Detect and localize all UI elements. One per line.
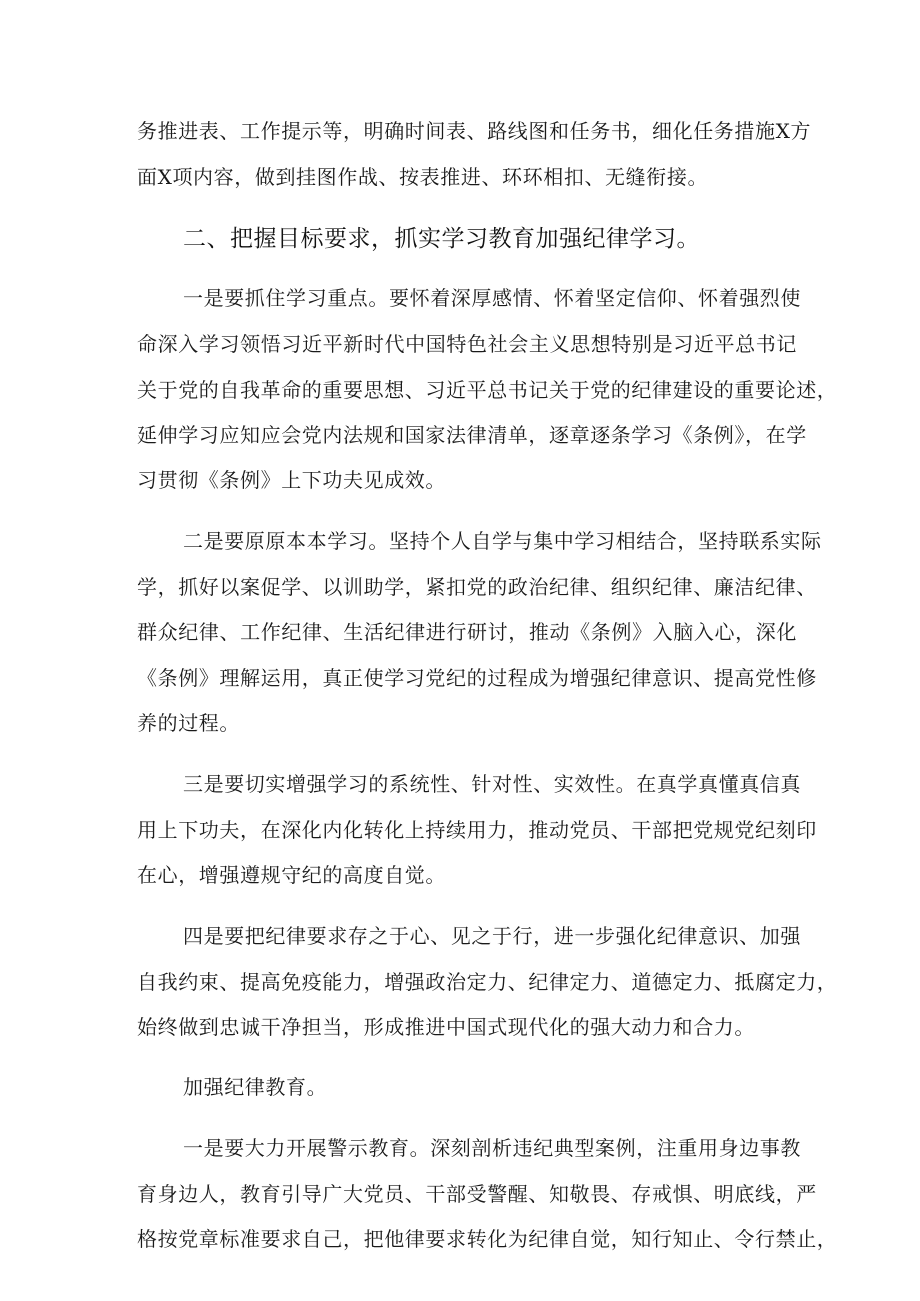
body-text-line: 习贯彻《条例》上下功夫见成效。 — [137, 468, 446, 492]
body-text-line: 关于党的自我革命的重要思想、习近平总书记关于党的纪律建设的重要论述， — [137, 378, 838, 402]
body-text-line: 《条例》理解运用，真正使学习党纪的过程成为增强纪律意识、提高党性修 — [137, 666, 817, 690]
paragraph-first-line: 一是要大力开展警示教育。深刻剖析违纪典型案例，注重用身边事教 — [183, 1136, 801, 1160]
body-text-line: 延伸学习应知应会党内法规和国家法律清单，逐章逐条学习《条例》，在学 — [137, 423, 807, 447]
body-text-line: 务推进表、工作提示等，明确时间表、路线图和任务书，细化任务措施X方 — [137, 119, 812, 143]
paragraph-first-line: 四是要把纪律要求存之于心、见之于行，进一步强化纪律意识、加强 — [183, 924, 801, 948]
body-text-line: 在心，增强遵规守纪的高度自觉。 — [137, 863, 446, 887]
paragraph-first-line: 一是要抓住学习重点。要怀着深厚感情、怀着坚定信仰、怀着强烈使 — [183, 286, 801, 310]
body-text-line: 学，抓好以案促学、以训助学，紧扣党的政治纪律、组织纪律、廉洁纪律、 — [137, 575, 817, 599]
section-heading: 二、把握目标要求，抓实学习教育加强纪律学习。 — [183, 226, 700, 252]
body-text-line: 育身边人，教育引导广大党员、干部受警醒、知敬畏、存戒惧、明底线，严 — [137, 1182, 817, 1206]
body-text-line: 用上下功夫，在深化内化转化上持续用力，推动党员、干部把党规党纪刻印 — [137, 818, 817, 842]
body-text-line: 养的过程。 — [137, 711, 240, 735]
body-text-line: 自我约束、提高免疫能力，增强政治定力、纪律定力、道德定力、抵腐定力， — [137, 970, 838, 994]
body-text-line: 命深入学习领悟习近平新时代中国特色社会主义思想特别是习近平总书记 — [137, 332, 797, 356]
body-text-line: 群众纪律、工作纪律、生活纪律进行研讨，推动《条例》入脑入心，深化 — [137, 620, 797, 644]
body-text-line: 面X项内容，做到挂图作战、按表推进、环环相扣、无缝衔接。 — [137, 165, 709, 189]
paragraph-first-line: 三是要切实增强学习的系统性、针对性、实效性。在真学真懂真信真 — [183, 772, 801, 796]
body-text-line: 格按党章标准要求自己，把他律要求转化为纪律自觉，知行知止、令行禁止， — [137, 1227, 838, 1251]
body-text-line: 始终做到忠诚干净担当，形成推进中国式现代化的强大动力和合力。 — [137, 1015, 755, 1039]
paragraph-first-line: 二是要原原本本学习。坚持个人自学与集中学习相结合，坚持联系实际 — [183, 529, 822, 553]
subsection-heading: 加强纪律教育。 — [183, 1075, 328, 1099]
